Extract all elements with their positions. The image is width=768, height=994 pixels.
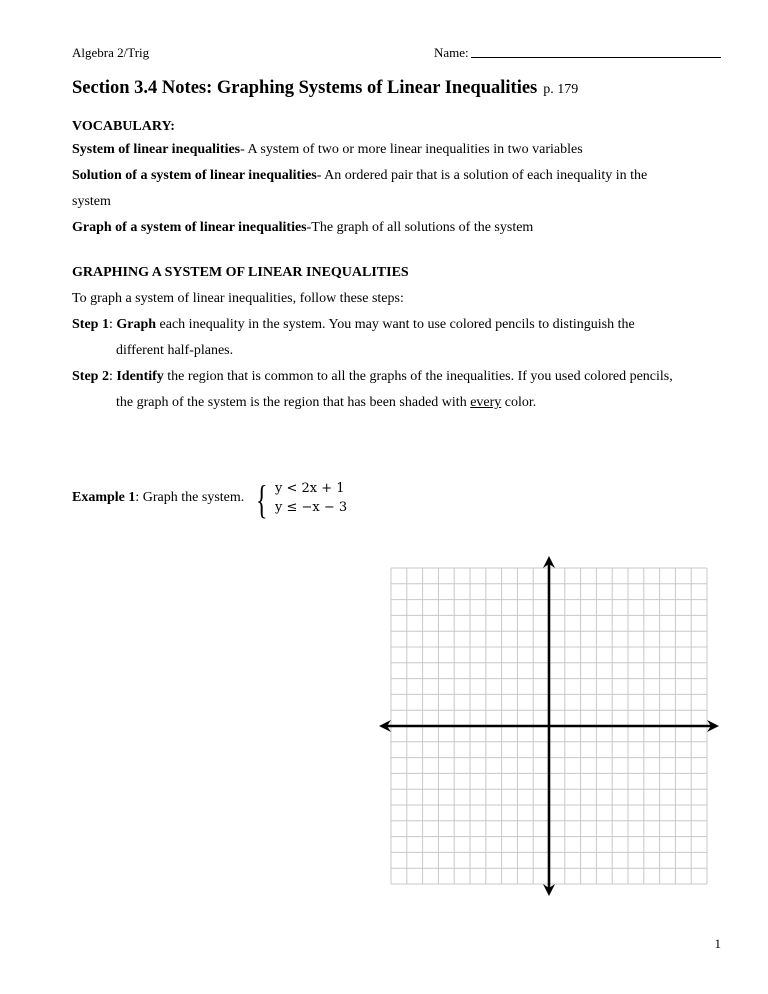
vocab-term: Solution of a system of linear inequalities (72, 168, 317, 183)
vocabulary-heading: VOCABULARY: (72, 119, 175, 134)
system-brace: { (256, 477, 268, 522)
page-number: 1 (714, 936, 721, 951)
step-2-cont-underline: every (470, 395, 502, 410)
step-2-continuation (116, 395, 536, 411)
page-title (72, 78, 578, 99)
name-field[interactable] (434, 45, 721, 61)
title-main: Section 3.4 Notes: Graphing Systems of Linear Inequalities (72, 78, 538, 98)
step-1-sep: : (108, 317, 117, 332)
title-page-ref: p. 179 (543, 82, 579, 97)
vocab-item-system (72, 142, 583, 158)
inequality-2: y ≤ −x − 3 (275, 500, 348, 515)
step-1-continuation: different half-planes. (116, 343, 234, 358)
vocab-definition: -The graph of all solutions of the system (306, 220, 534, 235)
step-1-text: each inequality in the system. You may want to use colored pencils to distinguish the (156, 317, 635, 332)
inequality-1: y < 2x + 1 (275, 481, 345, 496)
graphing-heading: GRAPHING A SYSTEM OF LINEAR INEQUALITIES (72, 265, 409, 280)
example-1 (72, 490, 244, 506)
vocab-definition: - An ordered pair that is a solution of each inequality in the (316, 168, 648, 183)
step-2 (72, 369, 673, 385)
step-2-cont-before: the graph of the system is the region that has been shaded with (116, 395, 471, 410)
vocab-item-solution (72, 168, 647, 184)
step-2-cont-after: color. (501, 395, 537, 410)
graphing-intro: To graph a system of linear inequalities, follow these steps: (72, 291, 404, 306)
coordinate-grid[interactable] (378, 555, 722, 901)
vocab-item-solution-continuation: system (72, 194, 111, 209)
course-label: Algebra 2/Trig (72, 45, 150, 60)
example-1-label: Example 1 (72, 490, 136, 505)
name-blank-line[interactable] (471, 45, 721, 58)
step-2-label: Step 2 (72, 369, 109, 384)
example-1-text: : Graph the system. (135, 490, 245, 505)
step-1-verb: Graph (116, 317, 157, 332)
vocab-term: System of linear inequalities (72, 142, 241, 157)
vocab-term: Graph of a system of linear inequalities (72, 220, 307, 235)
step-1-label: Step 1 (72, 317, 109, 332)
name-label: Name: (434, 45, 469, 60)
step-1 (72, 317, 635, 333)
step-2-text: the region that is common to all the graphs of the inequalities. If you used colored pencils, (163, 369, 673, 384)
vocab-definition: - A system of two or more linear inequalities in two variables (240, 142, 583, 157)
step-2-verb: Identify (116, 369, 164, 384)
vocab-item-graph (72, 220, 533, 236)
step-2-sep: : (108, 369, 117, 384)
